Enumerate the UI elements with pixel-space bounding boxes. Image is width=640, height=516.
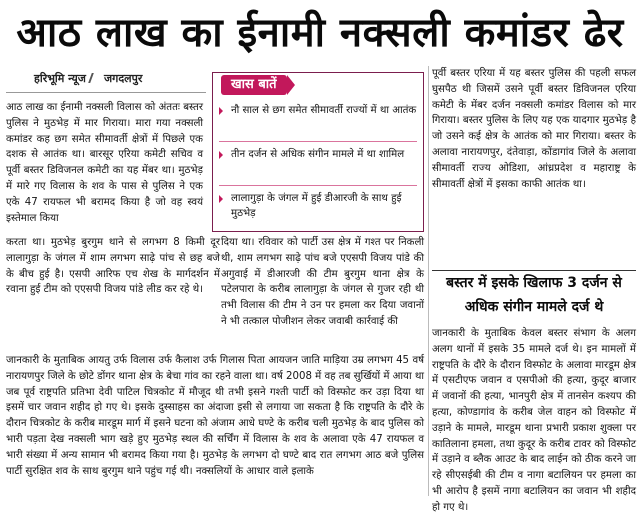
article-column-1 [6, 100, 203, 235]
subheading: बस्तर में इसके खिलाफ 3 दर्जन से अधिक संगीन मामले दर्ज थे [432, 270, 636, 324]
paragraph: दिया था। रविवार को पार्टी उस क्षेत्र में गश्त पर निकली थी, शाम लगभग साढ़े पांच बजे एएसपी विजय पांडे की अगुवाई में डीआरजी की टीम बुरगुम थाना क्षेत्र के पटेलपारा के करीब लालागुड़ा के जंगल से गुजर रही थी तभी विलास की टीम ने उन पर हमला कर दिया जवानों ने भी तत्काल पोजीशन लेकर जवाबी कार्रवाई की [221, 237, 424, 327]
article-column-lower [6, 353, 424, 499]
highlights-tag: खास बातें [221, 75, 287, 95]
divider [6, 92, 206, 93]
paragraph: आठ लाख का ईनामी नक्सली विलास को अंततः बस्तर पुलिस ने मुठभेड़ में मार गिराया। मारा गया नक्सली कमांडर कह छग समेत सीमावर्ती क्षेत्रों में पिछले एक दशक से आतंक था। बारसूर एरिया कमेटी सचिव व पूर्वी बस्तर डिविजनल कमेटी का यह मेंबर था। मुठभेड़ में मारे गए विलास के शव के पास से पुलिस ने एक एके 47 रायफल भी बरामद किया है जो वह स्वयं इस्तेमाल किया [6, 102, 203, 224]
paragraph: जानकारी के मुताबिक केवल बस्तर संभाग के अलग अलग थानों में इसके 35 मामले दर्ज थे। इन मामलों में राष्ट्रपति के दौरे के दौरान विस्फोट के अलावा मारडूम क्षेत्र में एसटीएफ जवान व एसपीओ की हत्या, कुदूर बाजार में जवानों की हत्या, भानपुरी क्षेत्र में तानसेन कश्यप की हत्या, कोण्डागांव के करीब जेल वाहन को विस्फोट में उड़ाने के मामले, मारडूम थाना प्रभारी प्रकाश शुक्ला पर कातिलाना हमला, तथा कुदूर के करीब टावर को विस्फोट में उड़ाने व ब्लैक आउट के बाद लाईन को ठीक करने जा रहे सीएसईबी की टीम व नागा बटालियन पर हमला का भी आरोप है इसमें नागा बटालियन का जवान भी शहीद हो गए थे। [432, 328, 636, 513]
byline-place: जगदलपुर [103, 72, 143, 85]
paragraph: जानकारी के मुताबिक आयतु उर्फ विलास उर्फ कैलाश उर्फ गिलास पिता आयजन जाति माड़िया उम्र लगभग 45 वर्ष नारायणपुर जिले के छोटे डोंगर थाना क्षेत्र के बेचा गांव का रहने वाला था। वर्ष 2008 में वह तब सुर्खियों में आया था जब पूर्व राष्ट्रपति प्रतिभा देवी पाटिल चित्रकोट में मौजूद थी तभी इसने गश्ती पार्टी को विस्फोट कर उड़ा दिया था इसमें चार जवान शहीद हो गए थे। इसके दुस्साहस का अंदाजा इसी से लगाया जा सकता है कि राष्ट्रपति के दौरे के दौरान चित्रकोट के करीब मारडूम मार्ग में इसने घटना को अंजाम आधे घण्टे के करीब चली मुठभेड़ के बाद पुलिस को भारी पड़ता देख नक्सली भाग खड़े हुए मुठभेड़ स्थल की सर्चिंग में विलास के शव के अलावा एके 47 रायफल व भारी संख्या में अन्य सामान भी बरामद किया गया है। मुठभेड़ के लगभग दो घण्टे बाद रात लगभग आठ बजे पुलिस पार्टी सुरक्षित शव के साथ बुरगुम थाने पहुंच गई थी। नक्सलियों के आधार वाले इलाके [6, 355, 424, 477]
divider [219, 141, 417, 142]
byline [34, 70, 142, 88]
highlights-box [212, 72, 424, 232]
bullet-icon [219, 107, 226, 115]
byline-source: हरिभूमि न्यूज [34, 72, 86, 85]
paragraph: पूर्वी बस्तर एरिया में यह बस्तर पुलिस की पहली सफल घुसपैठ थी जिसमें उसने पूर्वी बस्तर डिविजनल एरिया कमेटी के मेंबर दर्जन नक्सली कमांडर विलास को मार गिराया। बस्तर पुलिस के लिए यह एक यादगार मुठभेड़ है जो उसने कई क्षेत्र के आतंक को मार गिराया। बस्तर के अलावा नारायणपुर, दंतेवाड़ा, कोंडागांव जिले के अलावा सीमावर्ती राज्य ओडिशा, आंध्रप्रदेश व महाराष्ट्र के सीमावर्ती क्षेत्रों में इसका काफी आतंक था। [432, 68, 636, 190]
article-column-2 [221, 235, 424, 353]
headline: आठ लाख का ईनामी नक्सली कमांडर ढेर [16, 10, 624, 56]
divider [219, 185, 417, 186]
separator-icon [88, 73, 102, 83]
highlight-item: तीन दर्जन से अधिक संगीन मामले में था शामिल [219, 147, 417, 162]
article-column-3-continued [432, 326, 636, 513]
highlight-item: नौ साल से छग समेत सीमावर्ती राज्यों में था आतंक [219, 103, 417, 118]
highlight-item: लालागुड़ा के जंगल में हुई डीआरजी के साथ हुई मुठभेड़ [219, 191, 417, 221]
paragraph: करता था। मुठभेड़ बुरगुम थाने से लगभग 8 किमी दूर लालागुड़ा के जंगल में शाम लगभग साढ़े पांच से छह बजे के बीच हुई है। एसपी आरिफ एच शेख के मार्गदर्शन में रवाना हुई टीम को एएसपी विजय पांडे लीड कर रहे थे। [6, 237, 220, 296]
article-column-3 [432, 66, 636, 266]
bullet-icon [219, 151, 226, 159]
bullet-icon [219, 195, 226, 203]
column-divider [428, 66, 429, 496]
article-column-1-continued [6, 235, 220, 353]
